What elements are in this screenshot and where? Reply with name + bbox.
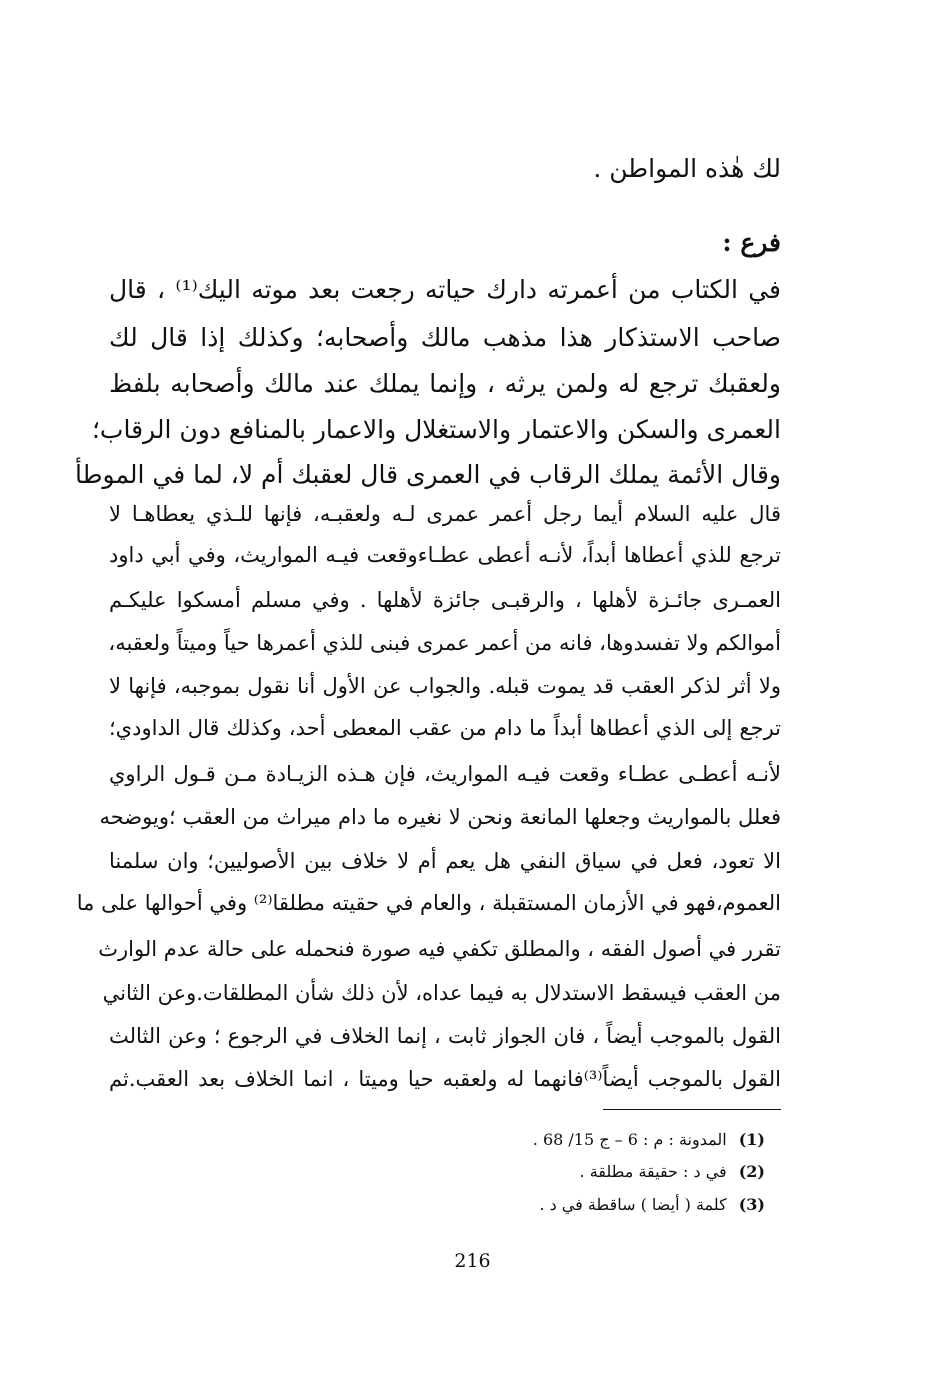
page-number: 216 — [454, 1250, 491, 1272]
text-line: لك هٰذه المواطن . — [593, 154, 781, 183]
text-line: لأنـه أعطـى عطـاء وقعت فيـه المواريث، فإن هـذه الزيـادة مـن قـول الراوي — [109, 762, 781, 786]
text-line: قال عليه السلام أيما رجل أعمر عمرى لـه ولعقبـه، فإنها للـذي يعطاهـا لا — [109, 502, 781, 526]
text-line: أموالكم ولا تفسدوها، فانه من أعمر عمرى فبنى للذي أعمرها حياً وميتاً ولعقبه، — [108, 631, 781, 655]
text-line: وقال الأئمة يملك الرقاب في العمرى قال لعقبك أم لا، لما في الموطأ — [75, 460, 781, 489]
text-line: تقرر في أصول الفقه ، والمطلق تكفي فيه صورة فنحمله على حالة عدم الوارث — [98, 937, 781, 961]
text-line: العمـرى جائـزة لأهلها ، والرقبـى جائزة لأهلها . وفي مسلم أمسكوا عليكـم — [109, 588, 781, 612]
footnote-number: (3) — [738, 1195, 765, 1214]
footnote-text: المدونة : م : 6 – ج 15/ 68 . — [532, 1130, 727, 1149]
text-line: ولعقبك ترجع له ولمن يرثه ، وإنما يملك عند مالك وأصحابه بلفظ — [109, 369, 781, 398]
footnote-divider — [603, 1109, 781, 1110]
text-line: العمرى والسكن والاعتمار والاستغلال والاعمار بالمنافع دون الرقاب؛ — [91, 415, 781, 444]
text-line: الا تعود، فعل في سياق النفي هل يعم أم لا خلاف بين الأصوليين؛ وان سلمنا — [109, 849, 781, 873]
text-line: العموم،فهو في الأزمان المستقبلة ، والعام في حقيته مطلقا⁽²⁾ وفي أحوالها على ما — [76, 891, 781, 915]
section-heading: فرع : — [722, 228, 781, 257]
text-line: ترجع إلى الذي أعطاها أبداً ما دام من عقب المعطى أحد، وكذلك قال الداودي؛ — [109, 716, 781, 740]
text-line: ولا أثر لذكر العقب قد يموت قبله. والجواب عن الأول أنا نقول بموجبه، فإنها لا — [109, 674, 781, 698]
text-line: من العقب فيسقط الاستدلال به فيما عداه، لأن ذلك شأن المطلقات.وعن الثاني — [102, 981, 781, 1005]
footnote — [580, 1164, 765, 1180]
text-line: ترجع للذي أعطاها أبداً، لأنـه أعطى عطـاءوقعت فيـه المواريث، وفي أبي داود — [109, 543, 781, 567]
text-line: القول بالموجب أيضاً ، فان الجواز ثابت ، إنما الخلاف في الرجوع ؛ وعن الثالث — [109, 1024, 781, 1048]
text-line: في الكتاب من أعمرته دارك حياته رجعت بعد موته اليك⁽¹⁾ ، قال — [109, 275, 781, 304]
text-line: فعلل بالمواريث وجعلها المانعة ونحن لا نغيره ما دام ميراث من العقب ؛ويوضحه — [99, 805, 781, 829]
footnote-text: كلمة ( أيضا ) ساقطة في د . — [539, 1195, 727, 1214]
footnote — [533, 1132, 765, 1148]
footnote — [539, 1197, 765, 1213]
text-line: القول بالموجب أيضاً⁽³⁾فانهما له ولعقبه حيا وميتا ، انما الخلاف بعد العقب.ثم — [109, 1067, 781, 1091]
text-line: صاحب الاستذكار هذا مذهب مالك وأصحابه؛ وكذلك إذا قال لك — [109, 323, 781, 352]
footnote-number: (1) — [738, 1130, 765, 1149]
footnote-number: (2) — [738, 1162, 765, 1181]
footnote-text: في د : حقيقة مطلقة . — [579, 1162, 727, 1181]
